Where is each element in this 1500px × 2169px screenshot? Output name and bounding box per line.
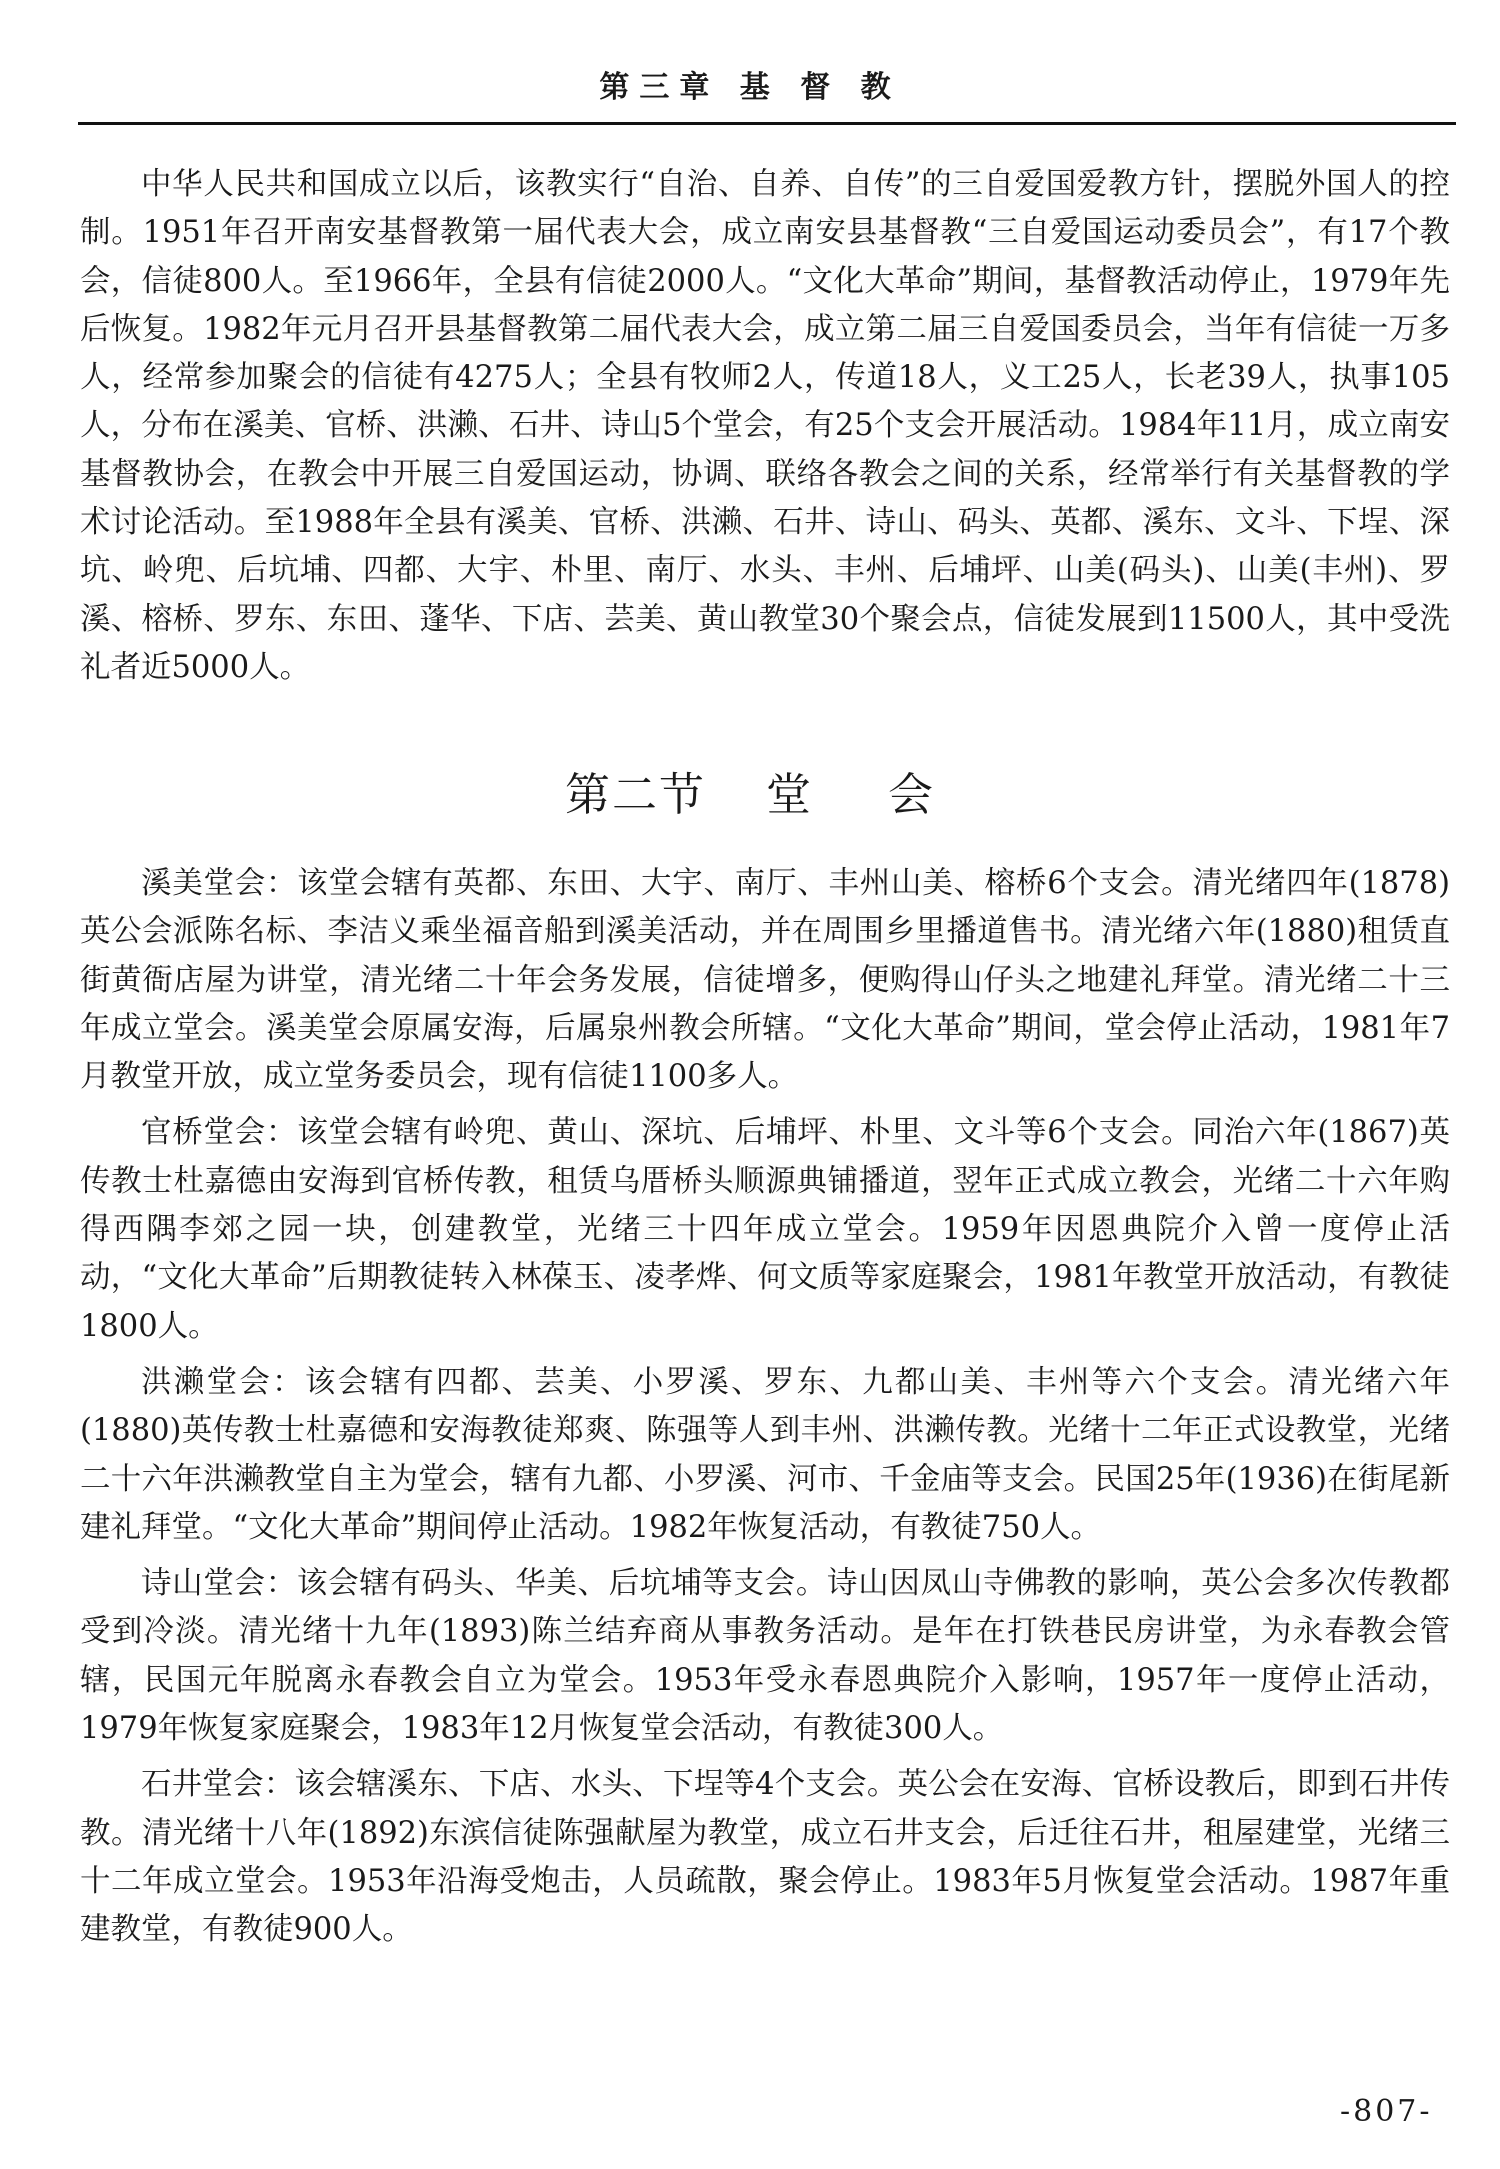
section-title-char-2: 会 [888,768,936,821]
church-paragraph-hongjai: 洪濑堂会：该会辖有四都、芸美、小罗溪、罗东、九都山美、丰州等六个支会。清光绪六年(1880)英传教士杜嘉德和安海教徒郑爽、陈强等人到丰州、洪濑传教。光绪十二年正式设教堂，光绪二十六年洪濑教堂自主为堂会，辖有九都、小罗溪、河市、千金庙等支会。民国25年(1936)在街尾新建礼拜堂。“文化大革命”期间停止活动。1982年恢复活动，有教徒750人。 [80,1364,1450,1545]
church-paragraph-ximei: 溪美堂会：该堂会辖有英都、东田、大宇、南厅、丰州山美、榕桥6个支会。清光绪四年(1878)英公会派陈名标、李洁义乘坐福音船到溪美活动，并在周围乡里播道售书。清光绪六年(1880)租赁直街黄衙店屋为讲堂，清光绪二十年会务发展，信徒增多，便购得山仔头之地建礼拜堂。清光绪二十三年成立堂会。溪美堂会原属安海，后属泉州教会所辖。“文化大革命”期间，堂会停止活动，1981年7月教堂开放，成立堂务委员会，现有信徒1100多人。 [80,866,1450,1095]
intro-paragraph: 中华人民共和国成立以后，该教实行“自治、自养、自传”的三自爱国爱教方针，摆脱外国人的控制。1951年召开南安基督教第一届代表大会，成立南安县基督教“三自爱国运动委员会”，有17个教会，信徒800人。至1966年，全县有信徒2000人。“文化大革命”期间，基督教活动停止，1979年先后恢复。1982年元月召开县基督教第二届代表大会，成立第二届三自爱国委员会，当年有信徒一万多人，经常参加聚会的信徒有4275人；全县有牧师2人，传道18人，义工25人，长老39人，执事105人，分布在溪美、官桥、洪濑、石井、诗山5个堂会，有25个支会开展活动。1984年11月，成立南安基督教协会，在教会中开展三自爱国运动，协调、联络各教会之间的关系，经常举行有关基督教的学术讨论活动。至1988年全县有溪美、官桥、洪濑、石井、诗山、码头、英都、溪东、文斗、下埕、深坑、岭兜、后坑埔、四都、大宇、朴里、南厅、水头、丰州、后埔坪、山美(码头)、山美(丰州)、罗溪、榕桥、罗东、东田、蓬华、下店、芸美、黄山教堂30个聚会点，信徒发展到11500人，其中受洗礼者近5000人。 [80,167,1450,685]
intro-block [80,161,1450,692]
church-list [80,860,1450,1963]
church-paragraph-shishan: 诗山堂会：该会辖有码头、华美、后坑埔等支会。诗山因凤山寺佛教的影响，英公会多次传教都受到冷淡。清光绪十九年(1893)陈兰结弃商从事教务活动。是年在打铁巷民房讲堂，为永春教会管辖，民国元年脱离永春教会自立为堂会。1953年受永春恩典院介入影响，1957年一度停止活动，1979年恢复家庭聚会，1983年12月恢复堂会活动，有教徒300人。 [80,1566,1450,1747]
section-title [0,758,1500,823]
header-rule [78,122,1456,125]
church-paragraph-guanqiao: 官桥堂会：该堂会辖有岭兜、黄山、深坑、后埔坪、朴里、文斗等6个支会。同治六年(1867)英传教士杜嘉德由安海到官桥传教，租赁乌厝桥头顺源典铺播道，翌年正式成立教会，光绪二十六年购得西隅李郊之园一块，创建教堂，光绪三十四年成立堂会。1959年因恩典院介入曾一度停止活动，“文化大革命”后期教徒转入林葆玉、凌孝烨、何文质等家庭聚会，1981年教堂开放活动，有教徒1800人。 [80,1115,1450,1344]
running-header: 第三章 基 督 教 [599,70,901,105]
church-paragraph-shijing: 石井堂会：该会辖溪东、下店、水头、下埕等4个支会。英公会在安海、官桥设教后，即到石井传教。清光绪十八年(1892)东滨信徒陈强献屋为教堂，成立石井支会，后迁往石井，租屋建堂，光绪三十二年成立堂会。1953年沿海受炮击，人员疏散，聚会停止。1983年5月恢复堂会活动。1987年重建教堂，有教徒900人。 [80,1767,1450,1948]
page-number: -807- [1340,2094,1433,2129]
section-number: 第二节 [564,768,706,821]
section-title-char-1: 堂 [765,768,813,821]
